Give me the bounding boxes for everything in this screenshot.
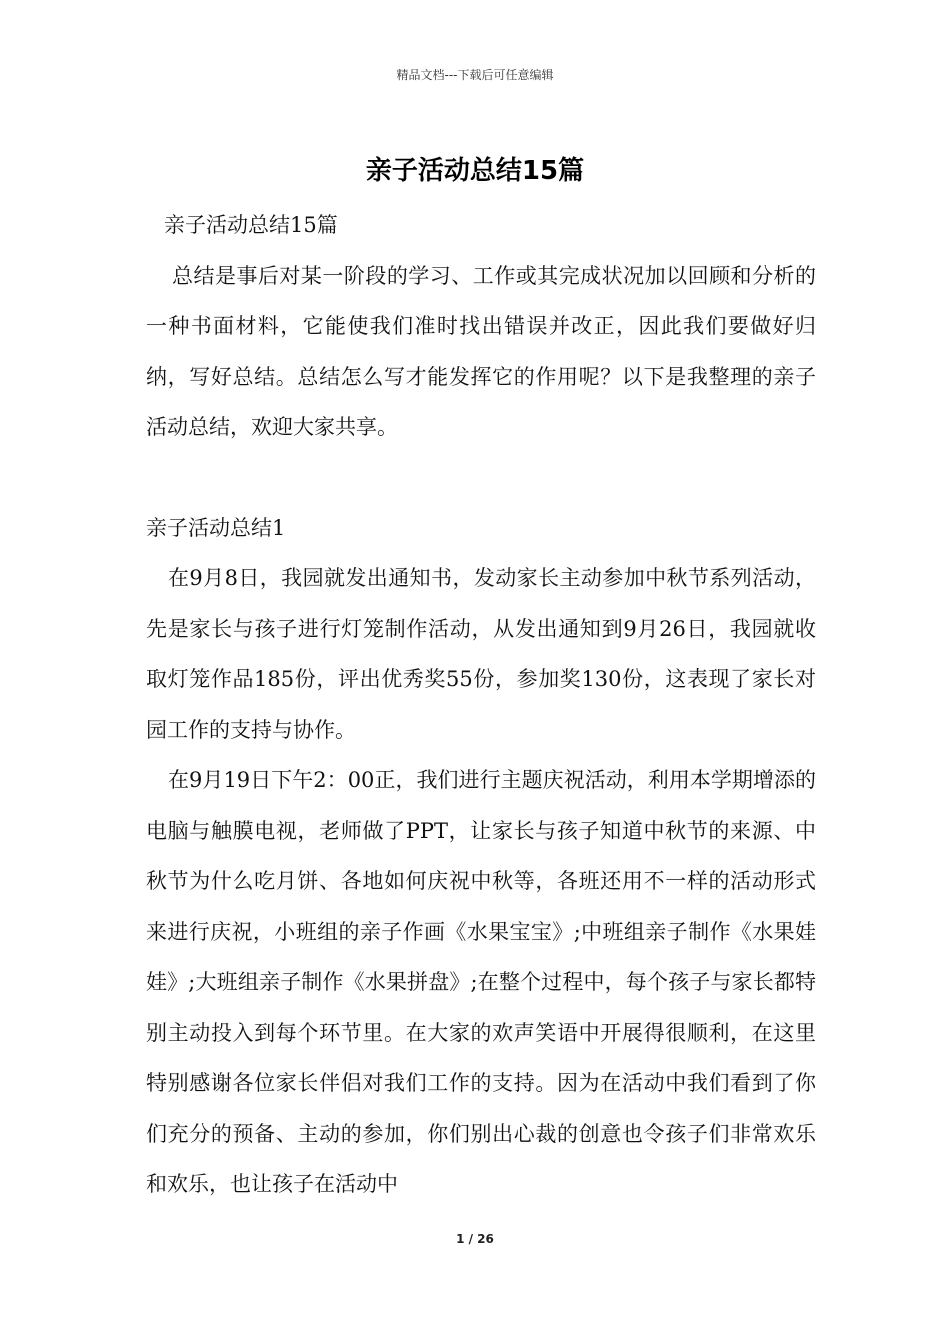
page-header-note: 精品文档---下载后可任意编辑: [396, 68, 554, 82]
intro-paragraph: 总结是事后对某一阶段的学习、工作或其完成状况加以回顾和分析的一种书面材料，它能使我们准时找出错误并改正，因此我们要做好归纳，写好总结。总结怎么写才能发挥它的作用呢？以下是我整理的亲子活动总结，欢迎大家共享。: [146, 263, 816, 439]
section-heading: 亲子活动总结1: [146, 515, 286, 540]
document-title: 亲子活动总结15篇: [365, 156, 585, 186]
document-body: [146, 200, 816, 1210]
page-number: 1 / 26: [456, 1232, 494, 1246]
document-subtitle: 亲子活动总结15篇: [164, 213, 338, 237]
body-paragraph: 在9月8日，我园就发出通知书，发动家长主动参加中秋节系列活动，先是家长与孩子进行灯笼制作活动，从发出通知到9月26日，我园就收取灯笼作品185份，评出优秀奖55份，参加奖130份，这表现了家长对园工作的支持与协作。: [146, 566, 816, 742]
paragraph-gap: [146, 453, 816, 503]
body-paragraph: 在9月19日下午2：00正，我们进行主题庆祝活动，利用本学期增添的电脑与触膜电视，老师做了PPT，让家长与孩子知道中秋节的来源、中秋节为什么吃月饼、各地如何庆祝中秋等，各班还用不一样的活动形式来进行庆祝，小班组的亲子作画《水果宝宝》;中班组亲子制作《水果娃娃》;大班组亲子制作《水果拼盘》;在整个过程中，每个孩子与家长都特别主动投入到每个环节里。在大家的欢声笑语中开展得很顺利，在这里特别感谢各位家长伴侣对我们工作的支持。因为在活动中我们看到了你们充分的预备、主动的参加，你们别出心裁的创意也令孩子们非常欢乐和欢乐，也让孩子在活动中: [146, 768, 816, 1196]
